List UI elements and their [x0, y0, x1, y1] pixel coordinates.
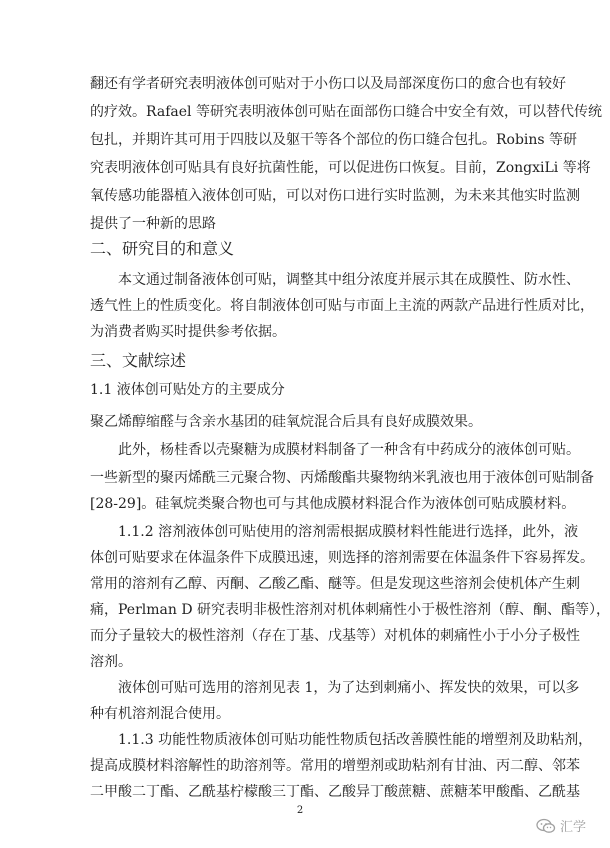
watermark-text: 汇学 — [559, 820, 586, 835]
paragraph-line: 二甲酸二丁酯、乙酰基柠檬酸三丁酯、乙酸异丁酸蔗糖、蔗糖苯甲酸酯、乙酰基 — [90, 784, 580, 800]
paragraph-line: 翻还有学者研究表明液体创可贴对于小伤口以及局部深度伤口的愈合也有较好 — [90, 76, 566, 92]
paragraph-line: 提高成膜材料溶解性的助溶剂等。常用的增塑剂或助粘剂有甘油、丙二醇、邻苯 — [90, 758, 580, 774]
paragraph-line: 1.1.2 溶剂液体创可贴使用的溶剂需根据成膜材料性能进行选择，此外，液 — [118, 524, 579, 540]
paragraph-line: 的疗效。Rafael 等研究表明液体创可贴在面部伤口缝合中安全有效，可以替代传统 — [90, 104, 602, 120]
paragraph-line: 为消费者购买时提供参考依据。 — [90, 324, 286, 340]
paragraph-line: 种有机溶剂混合使用。 — [90, 706, 230, 722]
paragraph-line: 痛，Perlman D 研究表明非极性溶剂对机体刺痛性小于极性溶剂（醇、酮、酯等）， — [90, 602, 610, 618]
paragraph-line: 透气性上的性质变化。将自制液体创可贴与市面上主流的两款产品进行性质对比， — [90, 298, 594, 314]
paragraph-line: [28-29]。硅氧烷类聚合物也可与其他成膜材料混合作为液体创可贴成膜材料。 — [90, 496, 576, 512]
paragraph-line: 1.1.3 功能性物质液体创可贴功能性物质包括改善膜性能的增塑剂及助粘剂， — [118, 732, 593, 748]
paragraph-line: 常用的溶剂有乙醇、丙酮、乙酸乙酯、醚等。但是发现这些溶剂会使机体产生刺 — [90, 576, 580, 592]
paragraph-line: 包扎，并期许其可用于四肢以及躯干等各个部位的伤口缝合包扎。Robins 等研 — [90, 132, 578, 148]
paragraph-line: 液体创可贴可选用的溶剂见表 1，为了达到刺痛小、挥发快的效果，可以多 — [118, 680, 580, 696]
paragraph-line: 一些新型的聚丙烯酰三元聚合物、丙烯酸酯共聚物纳米乳液也用于液体创可贴制备 — [90, 470, 594, 486]
section-heading: 二、研究目的和意义 — [90, 239, 235, 258]
paragraph-line: 溶剂。 — [90, 654, 132, 670]
paragraph-line: 究表明液体创可贴具有良好抗菌性能，可以促进伤口恢复。目前，ZongxiLi 等将 — [90, 160, 591, 176]
section-heading: 三、文献综述 — [90, 351, 187, 370]
paragraph-line: 聚乙烯醇缩醛与含亲水基团的硅氧烷混合后具有良好成膜效果。 — [90, 414, 482, 430]
wechat-icon — [536, 818, 556, 834]
watermark — [536, 816, 586, 835]
subsection-title: 1.1 液体创可贴处方的主要成分 — [90, 382, 285, 398]
paragraph-line: 体创可贴要求在体温条件下成膜迅速，则选择的溶剂需要在体温条件下容易挥发。 — [90, 550, 594, 566]
paragraph-line: 而分子量较大的极性溶剂（存在丁基、戊基等）对机体的刺痛性小于小分子极性 — [90, 628, 580, 644]
paragraph-line: 本文通过制备液体创可贴，调整其中组分浓度并展示其在成膜性、防水性、 — [118, 272, 580, 288]
page-number: 2 — [296, 805, 304, 816]
paragraph-line: 提供了一种新的思路 — [90, 216, 216, 232]
paragraph-line: 氧传感功能器植入液体创可贴，可以对伤口进行实时监测，为未来其他实时监测 — [90, 188, 580, 204]
paragraph-line: 此外，杨桂香以壳聚糖为成膜材料制备了一种含有中药成分的液体创可贴。 — [118, 442, 580, 458]
